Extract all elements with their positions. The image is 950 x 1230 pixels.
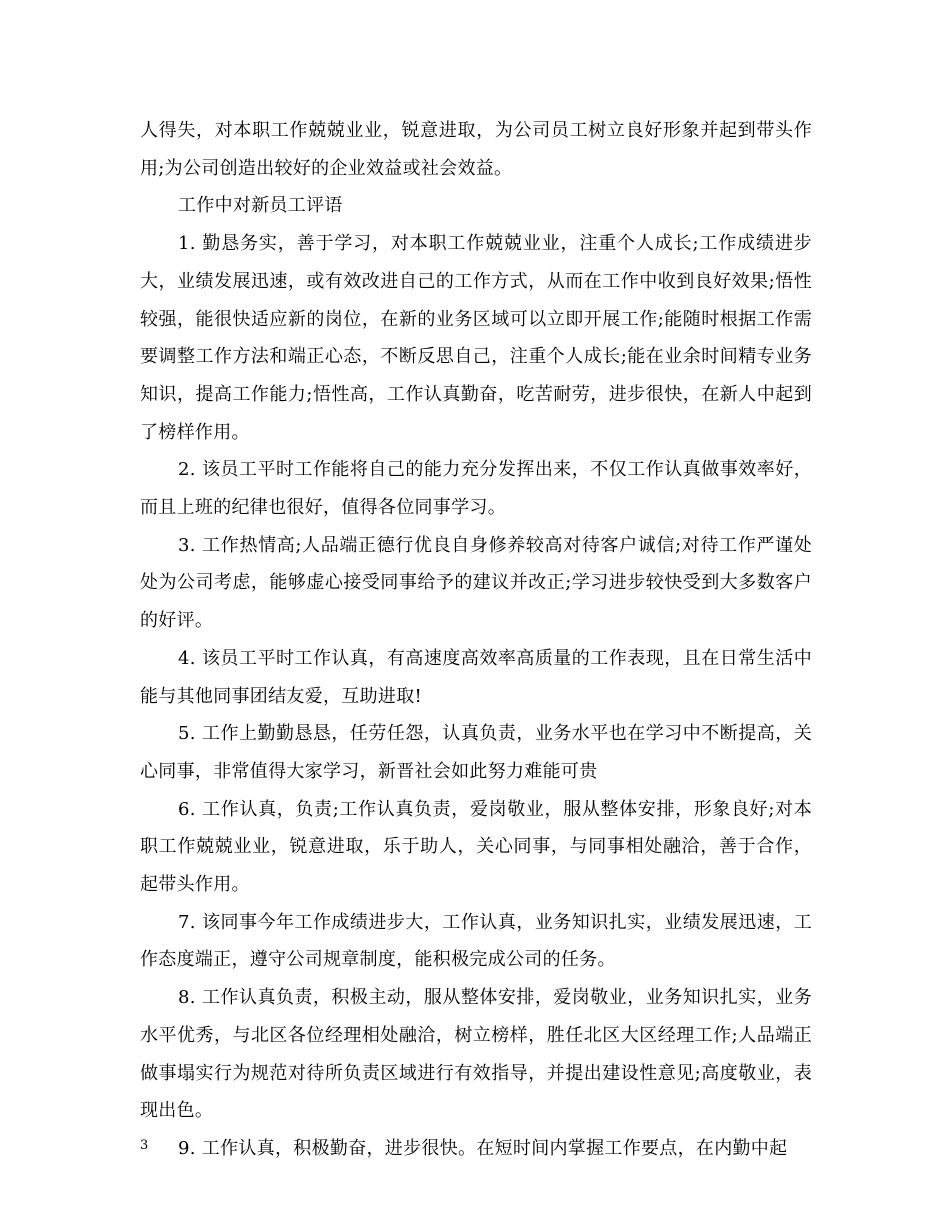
list-item: 2. 该员工平时工作能将自己的能力充分发挥出来，不仅工作认真做事效率好，而且上班的纪律也很好，值得各位同事学习。 — [140, 459, 812, 519]
list-item: 1. 勤恳务实，善于学习，对本职工作兢兢业业，注重个人成长;工作成绩进步大，业绩发展迅速，或有效改进自己的工作方式，从而在工作中收到良好效果;悟性较强，能很快适应新的岗位，在新的业务区域可以立即开展工作;能随时根据工作需要调整工作方法和端正心态，不断反思自己，注重个人成长;能在业余时间精专业务知识，提高工作能力;悟性高，工作认真勤奋，吃苦耐劳，进步很快，在新人中起到了榜样作用。 — [140, 233, 812, 443]
page-number: 3 — [140, 1138, 149, 1153]
list-item: 6. 工作认真，负责;工作认真负责，爱岗敬业，服从整体安排，形象良好;对本职工作兢兢业业，锐意进取，乐于助人，关心同事，与同事相处融洽，善于合作，起带头作用。 — [140, 798, 812, 896]
list-item: 3. 工作热情高;人品端正德行优良自身修养较高对待客户诚信;对待工作严谨处处为公司考虑，能够虚心接受同事给予的建议并改正;学习进步较快受到大多数客户的好评。 — [140, 534, 812, 632]
list-item: 5. 工作上勤勤恳恳，任劳任怨，认真负责，业务水平也在学习中不断提高，关心同事，非常值得大家学习，新晋社会如此努力难能可贵 — [140, 723, 812, 782]
list-item: 4. 该员工平时工作认真，有高速度高效率高质量的工作表现，且在日常生活中能与其他同事团结友爱，互助进取! — [140, 647, 812, 707]
paragraph-continuation: 人得失，对本职工作兢兢业业，锐意进取，为公司员工树立良好形象并起到带头作用;为公司创造出较好的企业效益或社会效益。 — [140, 120, 812, 179]
section-heading: 工作中对新员工评语 — [178, 195, 343, 217]
list-item: 7. 该同事今年工作成绩进步大，工作认真，业务知识扎实，业绩发展迅速，工作态度端正，遵守公司规章制度，能积极完成公司的任务。 — [140, 911, 812, 971]
list-item: 8. 工作认真负责，积极主动，服从整体安排，爱岗敬业，业务知识扎实，业务水平优秀，与北区各位经理相处融洽，树立榜样，胜任北区大区经理工作;人品端正做事塌实行为规范对待所负责区域进行有效指导，并提出建设性意见;高度敬业，表现出色。 — [140, 987, 812, 1122]
body-text — [140, 112, 812, 1168]
list-item: 9. 工作认真，积极勤奋，进步很快。在短时间内掌握工作要点，在内勤中起 — [178, 1137, 788, 1159]
